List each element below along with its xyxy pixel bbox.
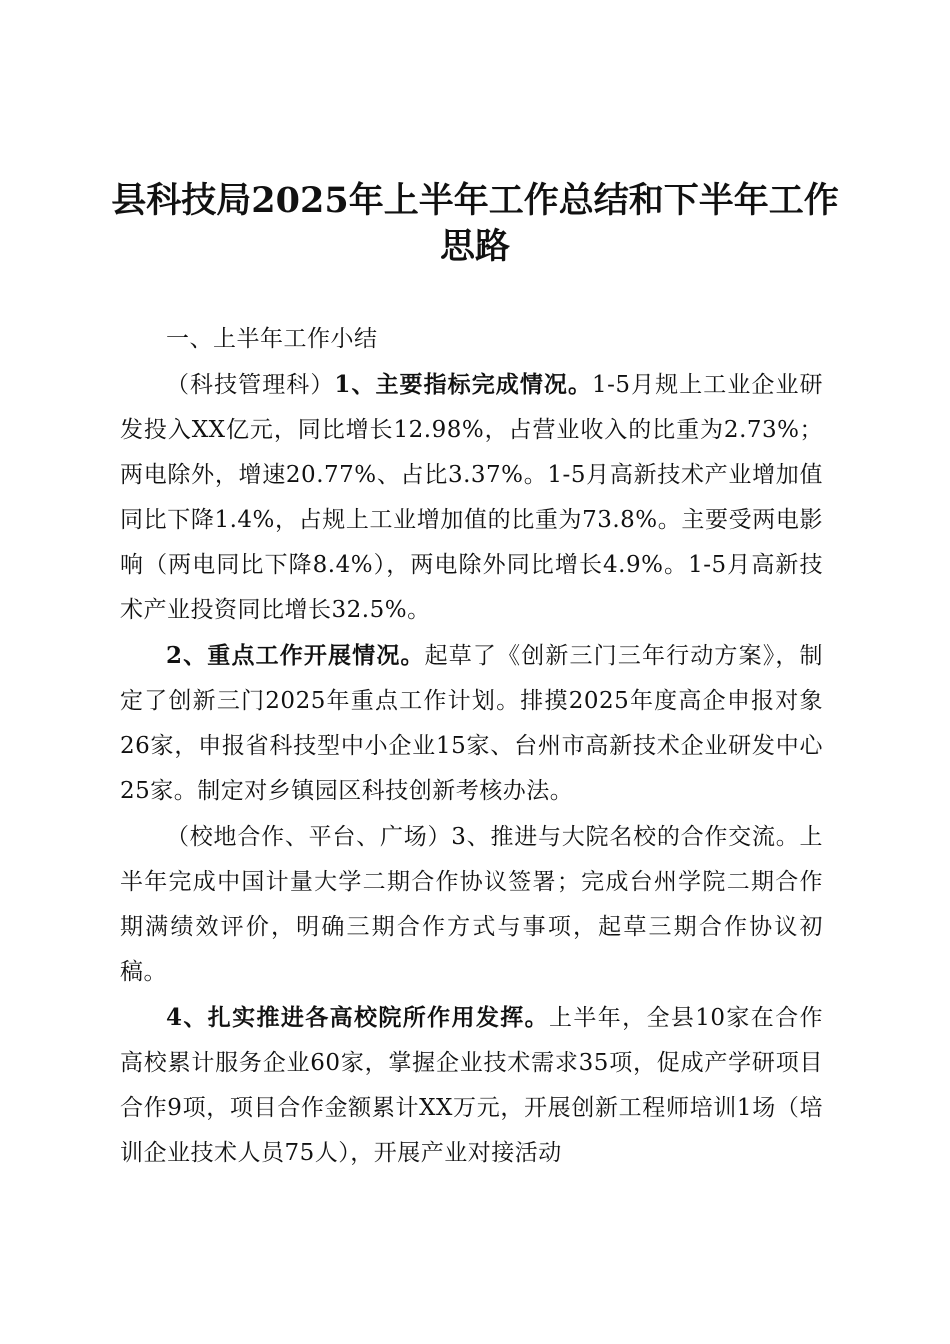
paragraph-4-text: 上半年，全县10家在合作高校累计服务企业60家，掌握企业技术需求35项，促成产学研项目合作9项，项目合作金额累计XX万元，开展创新工程师培训1场（培训企业技术人员75人），开展产业对接活动 xyxy=(120,1005,823,1166)
paragraph-4 xyxy=(120,995,823,1176)
paragraph-2 xyxy=(120,633,823,814)
section-heading: 一、上半年工作小结 xyxy=(166,326,378,352)
paragraph-1-prefix: （科技管理科） xyxy=(166,372,335,398)
paragraph-1 xyxy=(120,362,823,633)
paragraph-3-prefix: （校地合作、平台、广场） xyxy=(166,824,452,850)
paragraph-1-text: 1-5月规上工业企业研发投入XX亿元，同比增长12.98%，占营业收入的比重为2.73%；两电除外，增速20.77%、占比3.37%。1-5月高新技术产业增加值同比下降1.4%，占规上工业增加值的比重为73.8%。主要受两电影响（两电同比下降8.4%），两电除外同比增长4.9%。1-5月高新技术产业投资同比增长32.5%。 xyxy=(120,372,823,623)
paragraph-2-text: 起草了《创新三门三年行动方案》，制定了创新三门2025年重点工作计划。排摸2025年度高企申报对象26家，申报省科技型中小企业15家、台州市高新技术企业研发中心25家。制定对乡镇园区科技创新考核办法。 xyxy=(120,643,824,804)
paragraph-3-text: 3、推进与大院名校的合作交流。上半年完成中国计量大学二期合作协议签署；完成台州学院二期合作期满绩效评价，明确三期合作方式与事项，起草三期合作协议初稿。 xyxy=(120,824,824,985)
paragraph-4-lead: 4、扎实推进各高校院所作用发挥。 xyxy=(166,1004,549,1031)
document-title: 县科技局2025年上半年工作总结和下半年工作思路 xyxy=(111,180,839,267)
paragraph-3 xyxy=(120,814,823,995)
paragraph-1-lead: 1、主要指标完成情况。 xyxy=(334,371,593,398)
paragraph-2-lead: 2、重点工作开展情况。 xyxy=(166,642,425,669)
document-body xyxy=(120,317,823,1176)
